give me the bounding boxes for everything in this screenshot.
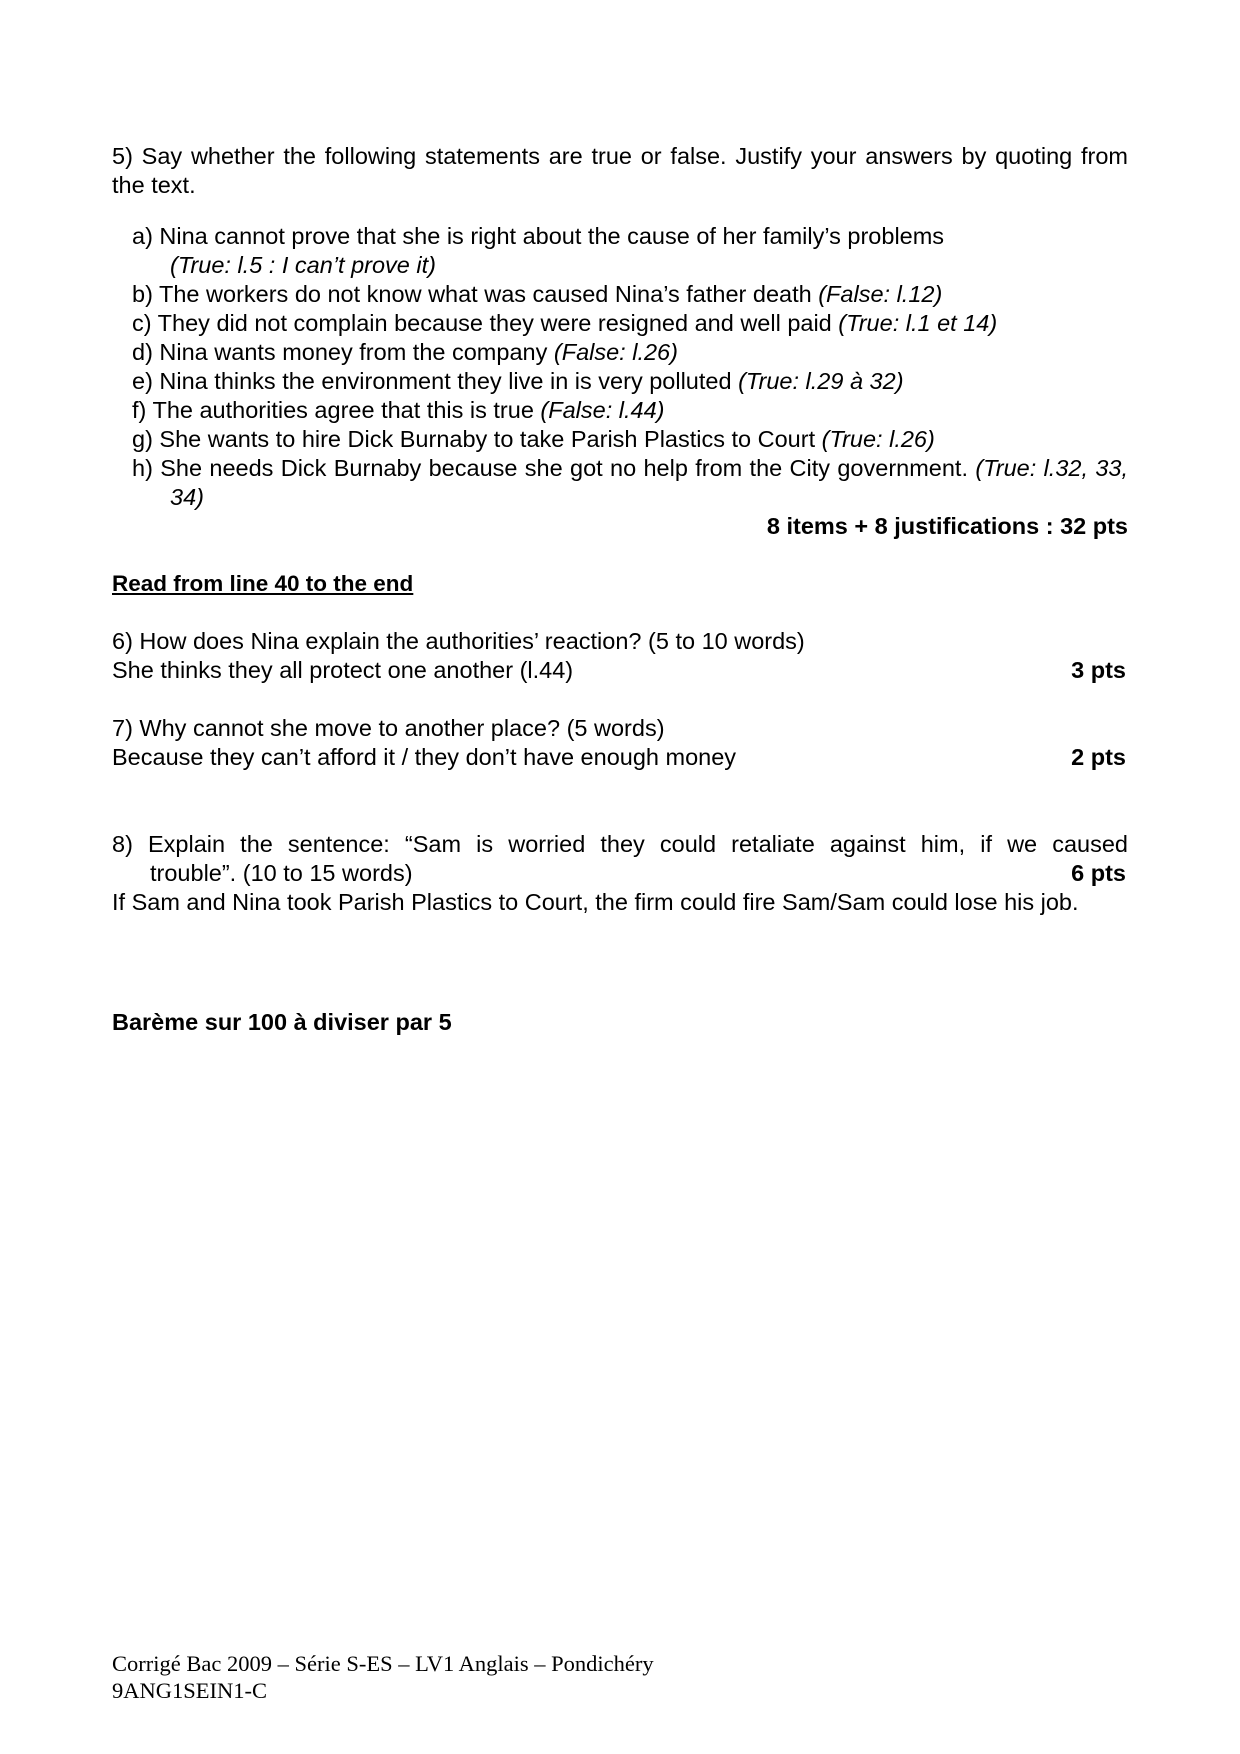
q5-item-text: h) She needs Dick Burnaby because she got no help from the City government. [132, 455, 976, 481]
bareme-note: Barème sur 100 à diviser par 5 [112, 1009, 452, 1035]
q5-item-text: b) The workers do not know what was caused Nina’s father death [132, 281, 819, 307]
q5-item-text: e) Nina thinks the environment they live in is very polluted [132, 368, 739, 394]
q8-block [112, 830, 1128, 917]
section-heading: Read from line 40 to the end [112, 571, 414, 596]
q8-points: 6 pts [1071, 860, 1126, 886]
q5-item-text: c) They did not complain because they were resigned and well paid [132, 310, 839, 336]
q5-item-h [132, 454, 1128, 512]
footer-line2: 9ANG1SEIN1-C [112, 1678, 267, 1703]
q5-item-d [132, 338, 1128, 367]
q5-item-text: g) She wants to hire Dick Burnaby to take Parish Plastics to Court [132, 426, 822, 452]
q5-item-a [132, 222, 1128, 280]
q8-question-line1: 8) Explain the sentence: “Sam is worried they could retaliate against him, if we caused [112, 831, 1128, 857]
q7-block [112, 714, 1128, 772]
q5-item-g [132, 425, 1128, 454]
q6-answer: She thinks they all protect one another (l.44) [112, 657, 574, 683]
q5-item-text: d) Nina wants money from the company [132, 339, 554, 365]
q5-prompt: 5) Say whether the following statements are true or false. Justify your answers by quoting from the text. [112, 143, 1128, 198]
document-page [112, 142, 1128, 1037]
q5-item-text: a) Nina cannot prove that she is right about the cause of her family’s problems [132, 223, 945, 249]
q5-item-justification: (True: l.26) [821, 426, 935, 452]
q7-question: 7) Why cannot she move to another place? (5 words) [112, 715, 665, 741]
q5-item-justification: (False: l.44) [540, 397, 665, 423]
q5-item-list [132, 222, 1128, 512]
q5-item-justification: (True: l.32, 33, 34) [170, 455, 1129, 510]
q5-item-b [132, 280, 1128, 309]
q5-item-justification: (True: l.29 à 32) [738, 368, 904, 394]
q7-answer-row [112, 743, 1128, 772]
q8-question-row [150, 859, 1128, 888]
q6-answer-row [112, 656, 1128, 685]
q8-answer: If Sam and Nina took Parish Plastics to Court, the firm could fire Sam/Sam could lose his job. [112, 889, 1079, 915]
q5-item-justification: (False: l.26) [553, 339, 678, 365]
page-footer [112, 1650, 654, 1704]
q8-question-line2: trouble”. (10 to 15 words) [150, 860, 413, 886]
q5-item-e [132, 367, 1128, 396]
q5-item-justification: (True: l.5 : I can’t prove it) [170, 252, 436, 278]
q5-item-f [132, 396, 1128, 425]
q5-item-c [132, 309, 1128, 338]
q6-points: 3 pts [1071, 657, 1126, 683]
q5-item-text: f) The authorities agree that this is true [132, 397, 541, 423]
q6-question: 6) How does Nina explain the authorities’ reaction? (5 to 10 words) [112, 628, 805, 654]
q7-answer: Because they can’t afford it / they don’t have enough money [112, 744, 737, 770]
q6-block [112, 627, 1128, 685]
q7-points: 2 pts [1071, 744, 1126, 770]
q5-item-justification: (False: l.12) [818, 281, 943, 307]
q5-item-justification: (True: l.1 et 14) [838, 310, 998, 336]
footer-line1: Corrigé Bac 2009 – Série S-ES – LV1 Anglais – Pondichéry [112, 1651, 654, 1676]
q5-score: 8 items + 8 justifications : 32 pts [766, 513, 1128, 539]
